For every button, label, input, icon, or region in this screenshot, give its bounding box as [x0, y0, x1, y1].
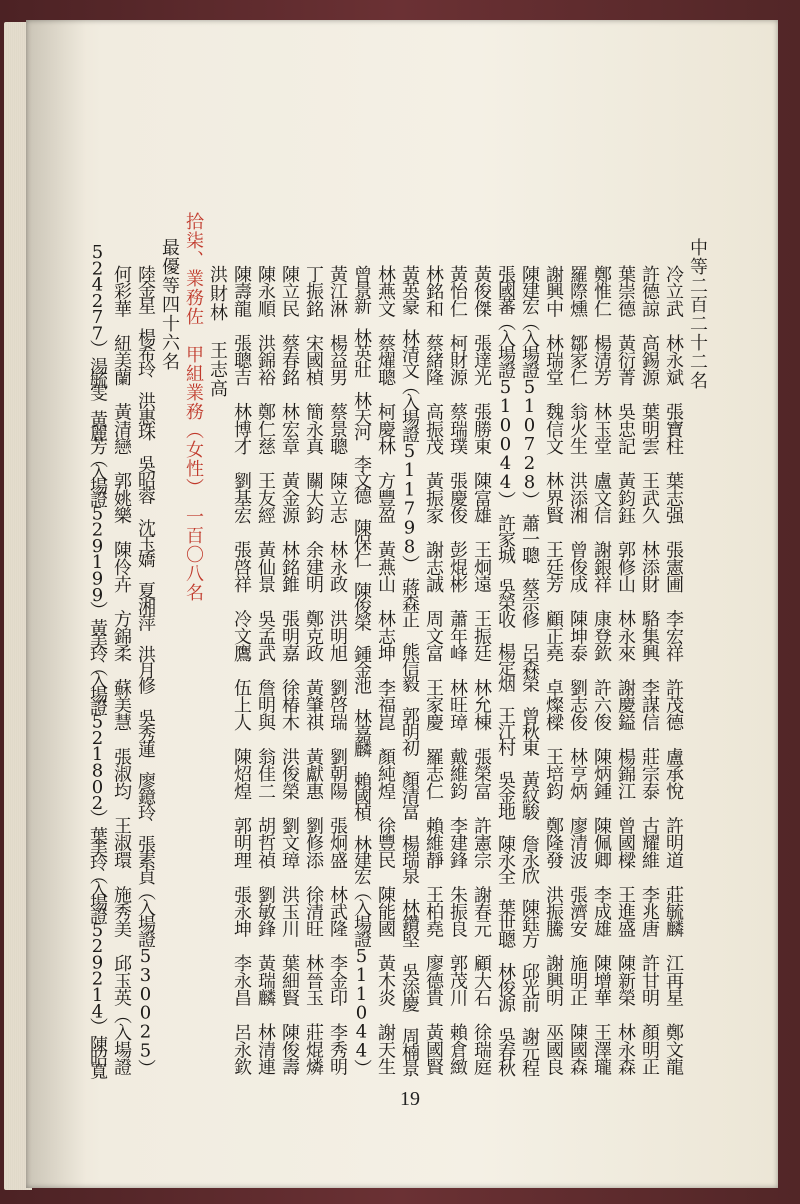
name-column: 黃怡仁 柯財源 蔡瑞璞 張慶俊 彭焜彬 蕭年峰 林旺璋 戴維鈞 李建鋒 朱振良 郭茂川 賴倉緻: [447, 265, 468, 1076]
name-column: 洪財林 王志高: [207, 265, 228, 398]
name-column: 524277） 湯毓雯 黃麗芳（入場證529199） 黃美玲（入場證521802） 葉美玲（入場證529214） 陳昭寬: [87, 242, 108, 1076]
name-column: 黃俊傑 張達光 張勝東 陳富雄 王炯遠 王振廷 林允棟 張榮富 許憲宗 謝春元 顧大石 徐瑞庭: [471, 265, 492, 1076]
name-column: 陳立民 蔡春銘 林宏章 黃金源 林銘錐 張明嘉 徐椿木 洪俊榮 劉文璋 洪玉川 葉細賢 陳俊壽: [279, 265, 300, 1076]
name-column: 許德諒 高錫源 葉明雲 王武久 林添財 駱集興 李謀信 莊宗泰 古耀維 李兆唐 許甘明 顏明正: [639, 265, 660, 1076]
name-column: 羅際燻 鄒家仁 翁火生 洪添湘 曾俊成 陳坤泰 劉志俊 林亨炳 廖清波 張濟安 施明正 陳國森: [567, 265, 588, 1076]
name-column: 黃江淋 楊益男 蔡景聰 陳立志 林永政 洪明旭 劉啓瑞 劉朝陽 張炯盛 林武隆 李金印 李秀明: [327, 265, 348, 1076]
name-column: 葉崇德 黃衍菁 吳忠記 黃鈞鈺 郭修山 林永來 謝慶鎰 楊錦江 曾國樑 王進盛 陳新榮 林永森: [615, 265, 636, 1076]
name-column: 林銘和 蔡緒隆 高振茂 黃振家 謝志誠 周文富 王家慶 羅志仁 賴維靜 王柏堯 廖德貴 黃國賢: [423, 265, 444, 1076]
name-column: 冷立武 林永斌 張寶柱 葉志强 張憲圃 李宏祥 許茂德 盧承悅 許明道 莊毓麟 江再星 鄭文龍: [663, 265, 684, 1076]
name-column: 謝興中 林瑞堂 魏信文 林界賢 王廷芳 顧正堯 卓燦樑 王培鈞 鄭隆發 洪振騰 謝興明 巫國良: [543, 265, 564, 1076]
name-column: 陳壽龍 張聰吉 林博才 劉基宏 張啓祥 冷文鷹 伍上人 陳炤煌 郭明理 張永坤 李永昌 呂永欽: [231, 265, 252, 1076]
name-column: 丁振銘 宋國楨 簡永真 關大鈞 余建明 鄭克政 黃肇祺 黃獻惠 劉修添 徐清旺 林晉玉 莊焜燐: [303, 265, 324, 1076]
section-heading: 拾柒、業務佐 甲組業務（女性） 一百〇八名: [183, 212, 204, 602]
rank-heading: 最優等四十六名: [159, 238, 180, 371]
page-number: 19: [400, 1088, 420, 1110]
name-column: 陳永順 洪錦裕 鄭仁慈 王友經 黃仙景 吳孟武 詹明與 翁佳二 胡哲禎 劉敏鋒 黃瑞麟 林清連: [255, 265, 276, 1076]
name-column: 陸金星 楊希玲 洪惠珠 吳昭蓉 沈玉嬌 夏湘萍 洪月修 吳秀蓮 廖鐿玲 張素貞（入場證530025）: [135, 265, 156, 1076]
name-column: 鄭惟仁 楊清芳 林玉堂 盧文信 謝銀祥 康登欽 許六俊 陳炳鍾 陳佩卿 李成雄 陳增華 王澤瓏: [591, 265, 612, 1076]
spine-shadow: [26, 20, 86, 1188]
name-column: 張國蕃（入場證510044） 許家城 吳榮收 楊定烟 王江村 吳金地 陳永全 葉世聰 林俊源 吳春秋: [495, 265, 516, 1076]
name-column: 黃英豪 林清文（入場證511798） 蔣森正 熊信毅 郭明初 顏清富 楊瑞泉 林鑽堅 吳添慶 周楠景: [399, 265, 420, 1076]
name-column: 林燕文 蔡燿聰 柯慶林 方豐盈 黃燕山 林志坤 李福崑 顏純煌 徐豐民 陳能國 黃木炎 謝天生: [375, 265, 396, 1076]
name-column: 曾景新 林英壯 林天河 李文德 陳保仁 陳俊榮 鍾金池 林嘉麟 賴國楨 林建宏（入場證511044）: [351, 265, 372, 1076]
rank-heading: 中等二百二十二名: [687, 238, 708, 390]
name-column: 陳建宏（入場證510728） 蕭一聰 蔡宗修 呂森榮 曾秋東 黃紋駿 詹永欣 陳鈺方 邱光前 謝元程: [519, 265, 540, 1076]
name-column: 何彩華 紐美蘭 黃清戀 郭姚樂 陳伶卉 方錦柔 蘇美慧 張淑均 王淑環 施秀美 邱玉英（入場證: [111, 265, 132, 1076]
